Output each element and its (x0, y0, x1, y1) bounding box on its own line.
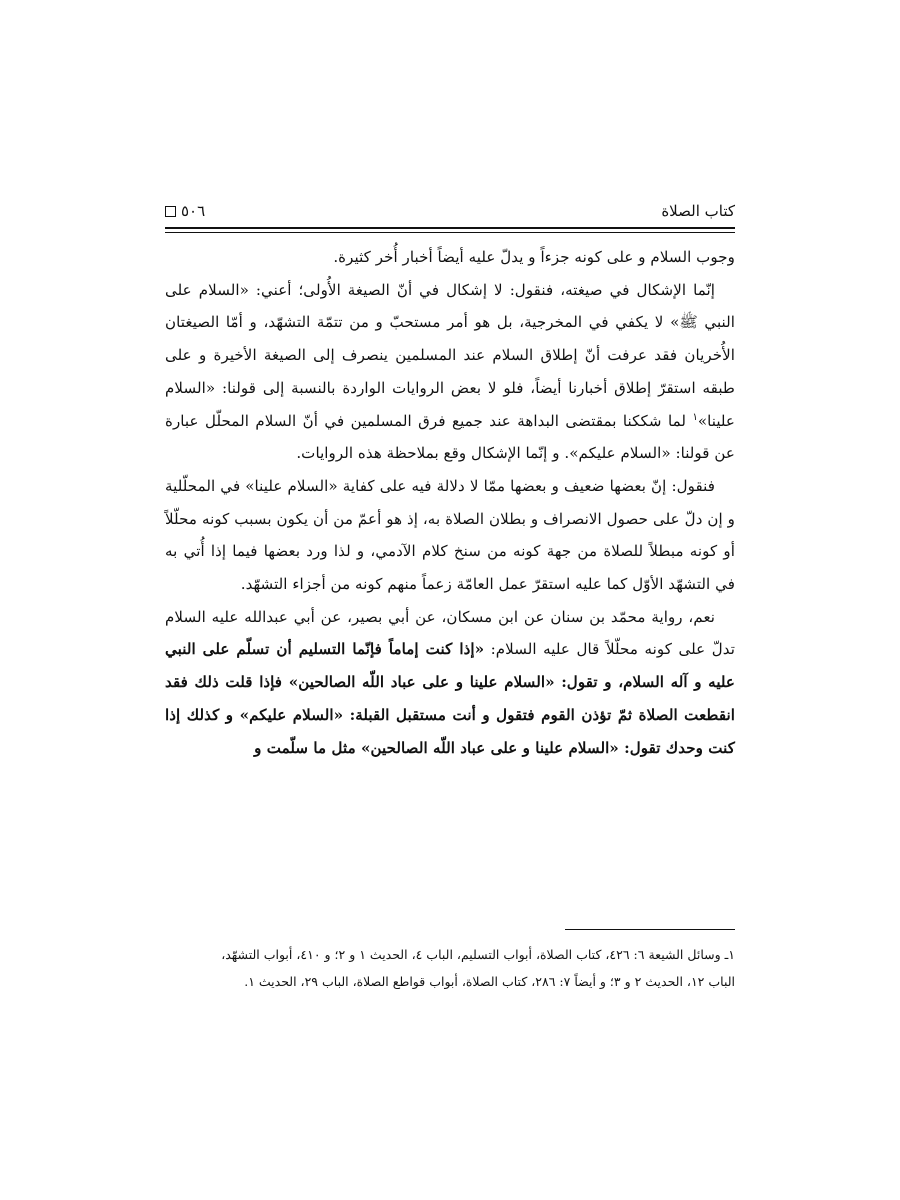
paragraph-4-quote: «إذا كنت إماماً فإنّما التسليم أن تسلّم على النبي عليه و آله السلام، و تقول: «السلام علينا و على عباد اللّه الصالحين» فإذا قلت ذلك فقد انقطعت الصلاة ثمّ تؤذن القوم فتقول و أنت مستقبل القبلة: «السلام عليكم» و كذلك إذا كنت وحدك تقول: «السلام علينا و على عباد اللّه الصالحين» مثل ما سلّمت و (165, 640, 735, 757)
running-header (165, 199, 735, 225)
footnote-separator (565, 929, 735, 930)
paragraph-1: وجوب السلام و على كونه جزءاً و يدلّ عليه أيضاً أخبار أُخر كثيرة. (333, 248, 735, 266)
running-header-title: كتاب الصلاة (661, 202, 735, 220)
footnote-marker: ١ (692, 411, 698, 423)
page-number-text: ٥٠٦ (181, 202, 206, 220)
footnote-1-line-1: ١ـ وسائل الشيعة ٦: ٤٢٦، كتاب الصلاة، أبواب التسليم، الباب ٤، الحديث ١ و ٢؛ و ٤١٠، أبواب التشهّد، (221, 947, 735, 962)
paragraph-4 (165, 601, 735, 765)
header-rule-thin (165, 232, 735, 233)
footnotes (165, 941, 735, 995)
paragraph-2 (165, 274, 735, 470)
paragraph-4-intro: نعم، رواية محمّد بن سنان عن ابن مسكان، عن أبي بصير، عن أبي عبدالله عليه السلام تدلّ على كونه محلّلاً قال عليه السلام: (165, 607, 736, 659)
paragraph-2-text: إنّما الإشكال في صيغته، فنقول: لا إشكال في أنّ الصيغة الأُولى؛ أعني: «السلام على النبي ﷺ» لا يكفي في المخرجية، بل هو أمر مستحبّ و من تتمّة التشهّد، و أمّا الصيغتان الأُخريان فقد عرفت أنّ إطلاق السلام عند المسلمين ينصرف إلى الصيغة الأخيرة و على طبقه استقرّ إطلاق أخبارنا أيضاً، فلو لا بعض الروايات الواردة بالنسبة إلى قولنا: «السلام علينا» (165, 280, 735, 430)
footnote-1-line-2: الباب ١٢، الحديث ٢ و ٣؛ و أيضاً ٧: ٢٨٦، كتاب الصلاة، أبواب قواطع الصلاة، الباب ٢٩، الحديث ١. (244, 974, 735, 989)
paragraph-3: فنقول: إنّ بعضها ضعيف و بعضها ممّا لا دلالة فيه على كفاية «السلام علينا» في المحلّلية و إن دلّ على حصول الانصراف و بطلان الصلاة به، إذ هو أعمّ من أن يكون بسبب كونه محلّلاً أو كونه مبطلاً للصلاة من جهة كونه من سنخ كلام الآدمي، و لذا ورد بعضها فيما إذا أُتي به في التشهّد الأوّل كما عليه استقرّ عمل العامّة زعماً منهم كونه من أجزاء التشهّد. (165, 476, 735, 594)
main-text (165, 241, 735, 764)
page-number (165, 201, 205, 221)
paragraph-2-continued: لما شككنا بمقتضى البداهة عند جميع فرق المسلمين في أنّ السلام المحلّل عبارة عن قولنا: «السلام عليكم». و إنّما الإشكال وقع بملاحظة هذه الروايات. (165, 411, 735, 463)
square-box-icon (165, 206, 176, 217)
header-rule-thick (165, 227, 735, 229)
